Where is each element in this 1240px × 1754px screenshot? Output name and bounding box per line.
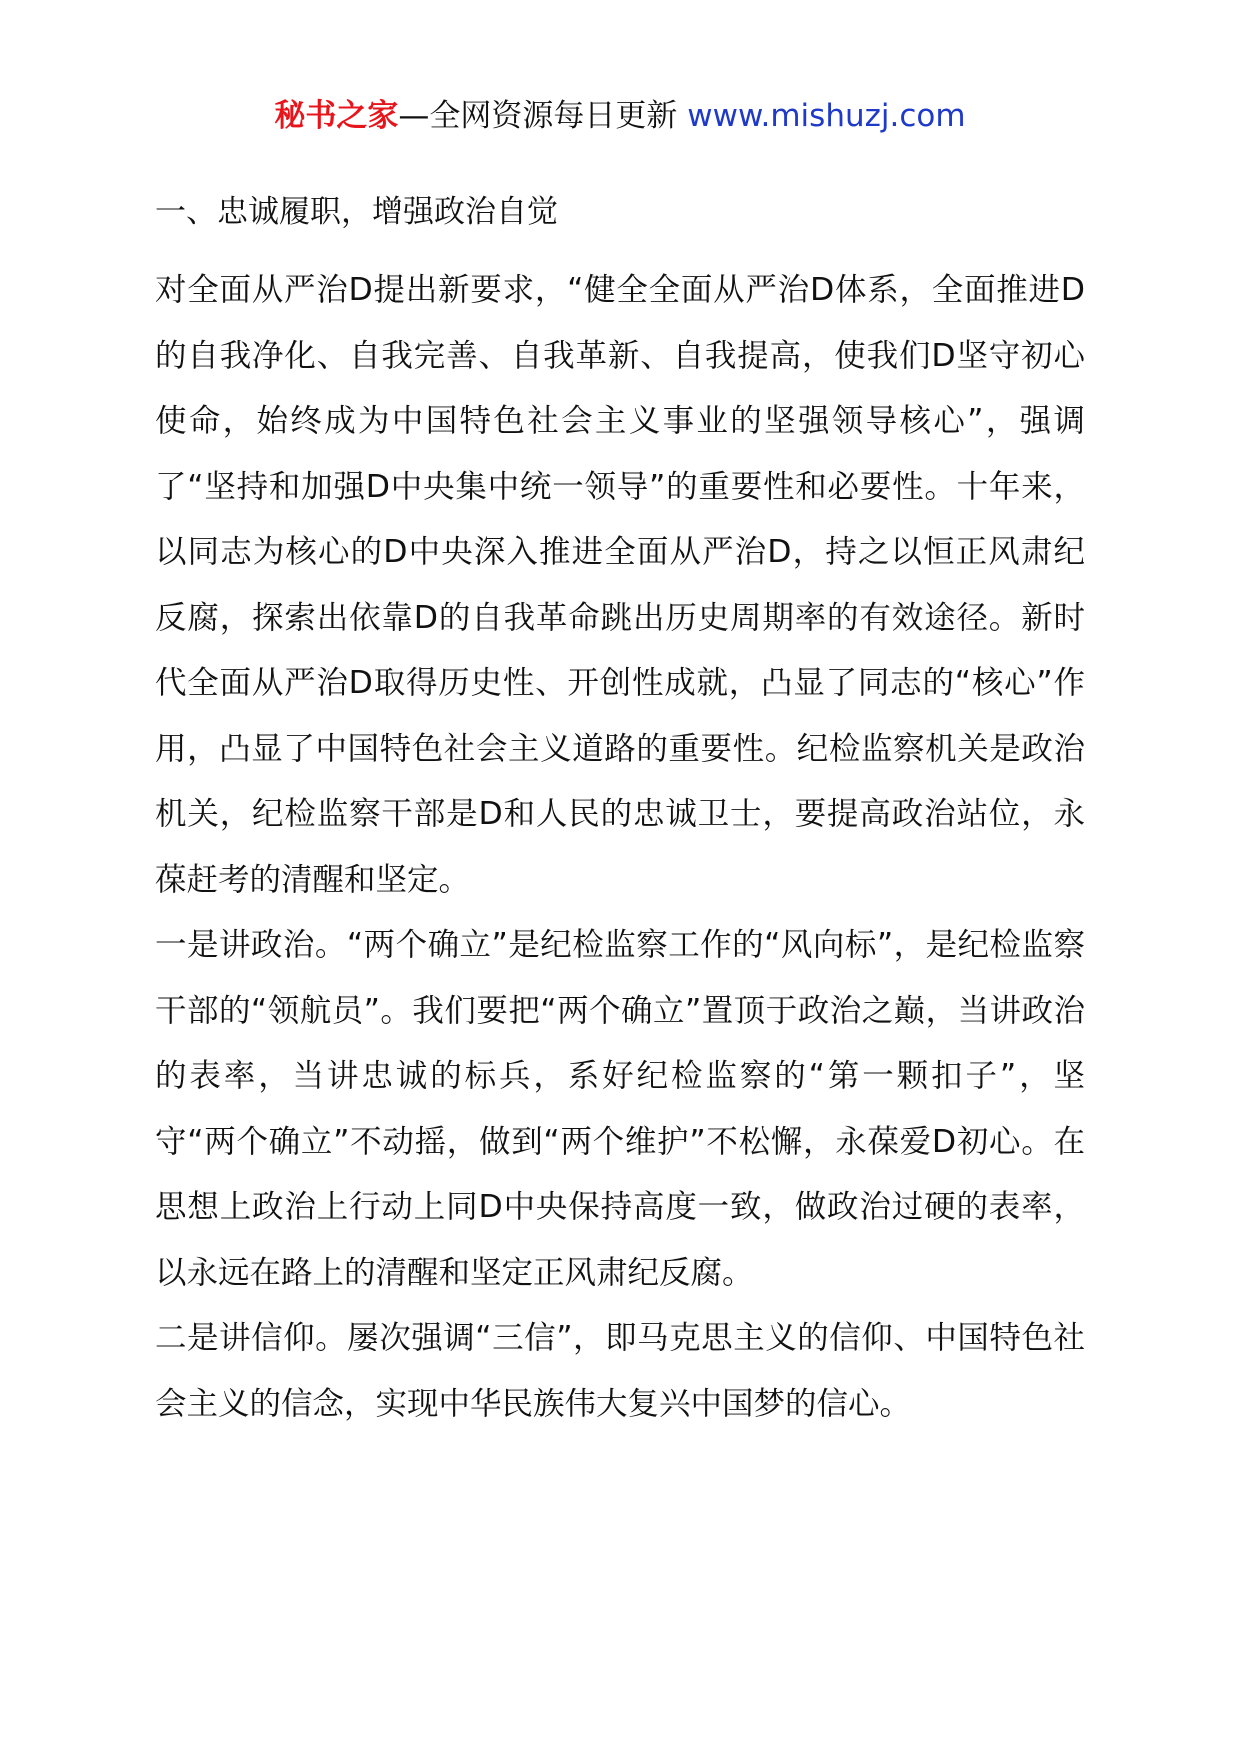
website-link[interactable]: www.mishuzj.com — [687, 98, 966, 134]
header-slogan: —全网资源每日更新 — [398, 98, 678, 134]
paragraph-belief: 二是讲信仰。屡次强调“三信”，即马克思主义的信仰、中国特色社会主义的信念，实现中华民族伟大复兴中国梦的信心。 — [155, 1320, 1085, 1422]
section-heading: 一、忠诚履职，增强政治自觉 — [155, 194, 558, 230]
brand-name: 秘书之家 — [274, 98, 399, 134]
paragraph-politics: 一是讲政治。“两个确立”是纪检监察工作的“风向标”，是纪检监察干部的“领航员”。我们要把“两个确立”置顶于政治之巅，当讲政治的表率，当讲忠诚的标兵，系好纪检监察的“第一颗扣子”，坚守“两个确立”不动摇，做到“两个维护”不松懈，永葆爱D初心。在思想上政治上行动上同D中央保持高度一致，做政治过硬的表率，以永远在路上的清醒和坚定正风肃纪反腐。 — [155, 927, 1085, 1291]
page-header — [0, 96, 1240, 136]
paragraph-intro: 对全面从严治D提出新要求，“健全全面从严治D体系，全面推进D的自我净化、自我完善、自我革新、自我提高，使我们D坚守初心使命，始终成为中国特色社会主义事业的坚强领导核心”，强调了“坚持和加强D中央集中统一领导”的重要性和必要性。十年来，以同志为核心的D中央深入推进全面从严治D，持之以恒正风肃纪反腐，探索出依靠D的自我革命跳出历史周期率的有效途径。新时代全面从严治D取得历史性、开创性成就，凸显了同志的“核心”作用，凸显了中国特色社会主义道路的重要性。纪检监察机关是政治机关，纪检监察干部是D和人民的忠诚卫士，要提高政治站位，永葆赶考的清醒和坚定。 — [155, 272, 1085, 898]
document-body — [155, 192, 1085, 1437]
